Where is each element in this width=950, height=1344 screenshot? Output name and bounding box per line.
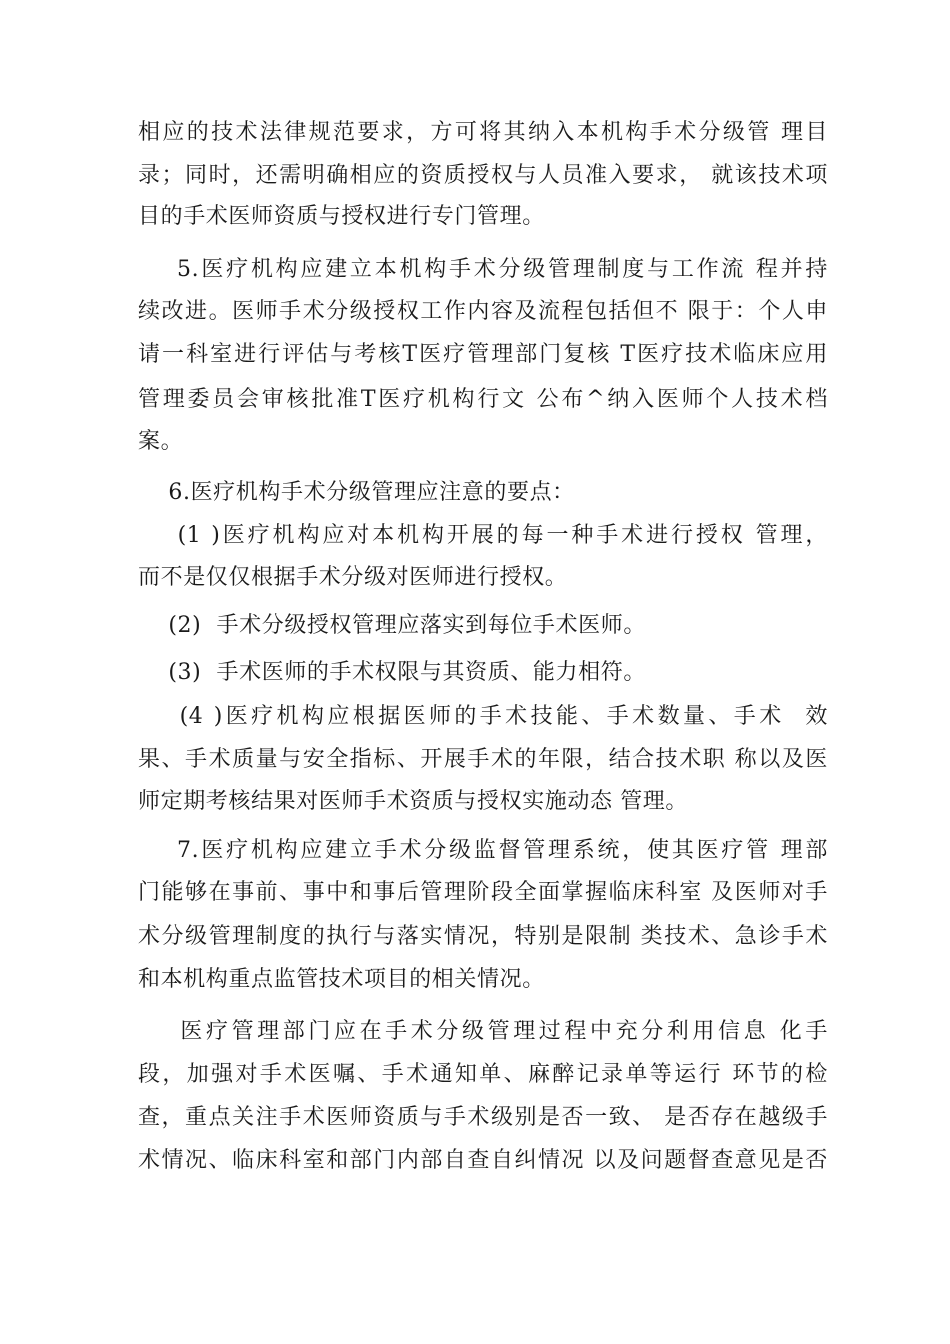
- text-line: 术分级管理制度的执行与落实情况，特别是限制 类技术、急诊手术: [138, 924, 828, 949]
- text-line: 术情况、临床科室和部门内部自查自纠情况 以及问题督查意见是否: [138, 1148, 828, 1173]
- text-line: (1 )医疗机构应对本机构开展的每一种手术进行授权 管理，: [138, 523, 828, 548]
- text-line: (3) 手术医师的手术权限与其资质、能力相符。: [138, 660, 646, 685]
- text-line: (4 )医疗机构应根据医师的手术技能、手术数量、手术 效: [138, 704, 828, 729]
- text-line: 门能够在事前、事中和事后管理阶段全面掌握临床科室 及医师对手: [138, 880, 828, 905]
- text-line: 和本机构重点监管技术项目的相关情况。: [138, 967, 545, 992]
- text-line: 师定期考核结果对医师手术资质与授权实施动态 管理。: [138, 789, 688, 814]
- text-line: 续改进。医师手术分级授权工作内容及流程包括但不 限于：个人申: [138, 299, 828, 324]
- text-line: 6.医疗机构手术分级管理应注意的要点：: [138, 480, 575, 505]
- text-line: (2) 手术分级授权管理应落实到每位手术医师。: [138, 613, 646, 638]
- text-line: 请一科室进行评估与考核T医疗管理部门复核 T医疗技术临床应用: [138, 342, 828, 367]
- text-line: 段，加强对手术医嘱、手术通知单、麻醉记录单等运行 环节的检: [138, 1062, 828, 1087]
- text-line: 医疗管理部门应在手术分级管理过程中充分利用信息 化手: [138, 1019, 828, 1044]
- text-line: 管理委员会审核批准T医疗机构行文 公布^纳入医师个人技术档: [138, 387, 828, 412]
- text-line: 5.医疗机构应建立本机构手术分级管理制度与工作流 程并持: [138, 257, 828, 282]
- text-line: 果、手术质量与安全指标、开展手术的年限，结合技术职 称以及医: [138, 747, 828, 772]
- text-line: 7.医疗机构应建立手术分级监督管理系统，使其医疗管 理部: [138, 838, 828, 863]
- text-line: 录；同时，还需明确相应的资质授权与人员准入要求， 就该技术项: [138, 163, 828, 188]
- text-line: 而不是仅仅根据手术分级对医师进行授权。: [138, 565, 568, 590]
- text-line: 案。: [138, 429, 184, 454]
- text-line: 查，重点关注手术医师资质与手术级别是否一致、 是否存在越级手: [138, 1105, 828, 1130]
- text-line: 目的手术医师资质与授权进行专门管理。: [138, 204, 545, 229]
- text-line: 相应的技术法律规范要求，方可将其纳入本机构手术分级管 理目: [138, 120, 828, 145]
